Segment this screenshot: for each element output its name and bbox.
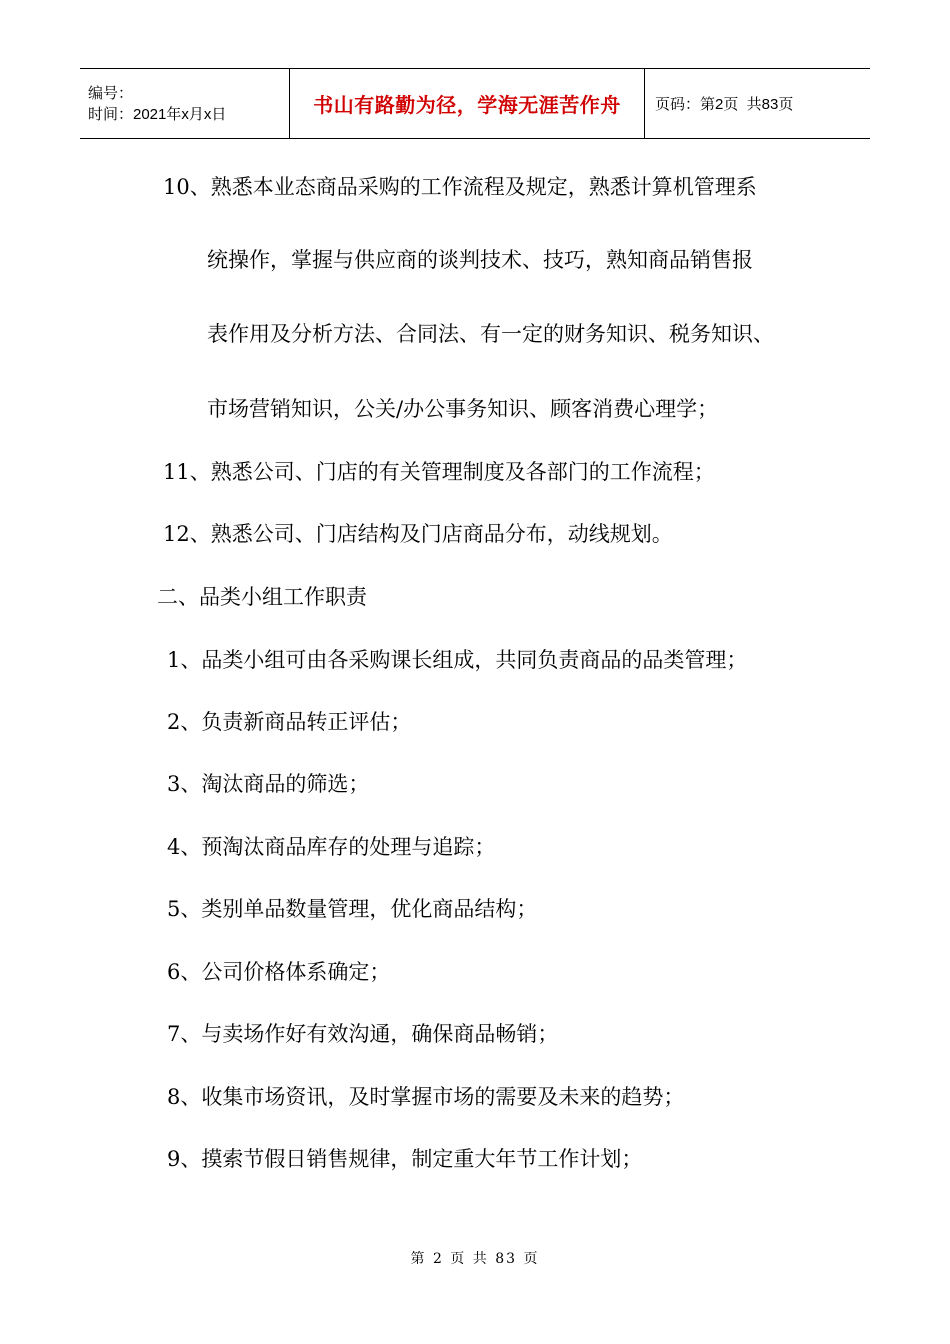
document-number-label: 编号： — [88, 84, 134, 102]
header-page-info: 页码：第2页 共83页 — [655, 96, 794, 113]
list-item: 5、类别单品数量管理，优化商品结构； — [167, 897, 538, 921]
list-item: 9、摸索节假日销售规律，制定重大年节工作计划； — [167, 1147, 643, 1171]
list-item: 3、淘汰商品的筛选； — [167, 772, 370, 796]
list-item: 6、公司价格体系确定； — [167, 960, 391, 984]
list-item: 1、品类小组可由各采购课长组成，共同负责商品的品类管理； — [167, 648, 748, 672]
list-item: 4、预淘汰商品库存的处理与追踪； — [167, 835, 496, 859]
document-date: 时间：2021年x月x日 — [88, 105, 227, 123]
header-meta — [80, 69, 290, 138]
body-line: 表作用及分析方法、合同法、有一定的财务知识、税务知识、 — [207, 322, 774, 346]
body-line: 10、熟悉本业态商品采购的工作流程及规定，熟悉计算机管理系 — [163, 175, 757, 199]
list-item: 2、负责新商品转正评估； — [167, 710, 412, 734]
header-motto: 书山有路勤为径，学海无涯苦作舟 — [290, 69, 645, 138]
section-heading: 二、品类小组工作职责 — [157, 585, 367, 609]
list-item: 8、收集市场资讯，及时掌握市场的需要及未来的趋势； — [167, 1085, 685, 1109]
document-header — [80, 68, 870, 139]
body-line: 市场营销知识，公关/办公事务知识、顾客消费心理学； — [207, 397, 719, 421]
body-line: 12、熟悉公司、门店结构及门店商品分布，动线规划。 — [163, 522, 673, 546]
list-item: 7、与卖场作好有效沟通，确保商品畅销； — [167, 1022, 559, 1046]
body-line: 统操作，掌握与供应商的谈判技术、技巧，熟知商品销售报 — [207, 248, 753, 272]
body-line: 11、熟悉公司、门店的有关管理制度及各部门的工作流程； — [163, 460, 715, 484]
page-footer: 第 2 页 共 83 页 — [410, 1251, 540, 1267]
